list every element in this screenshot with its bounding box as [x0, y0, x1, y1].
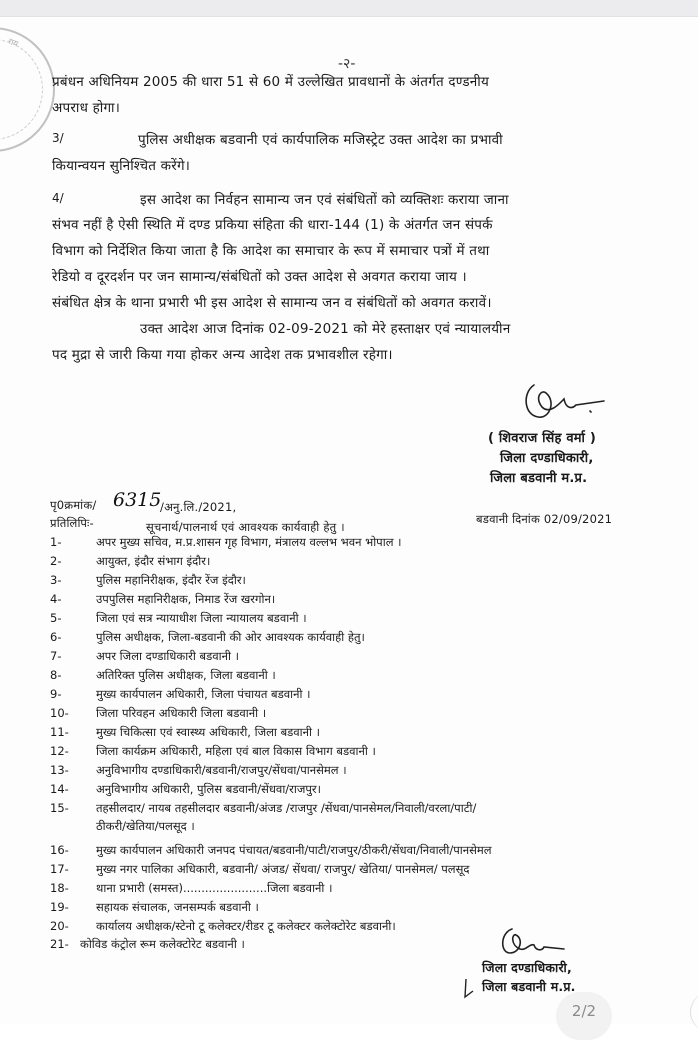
list-item-number: 2-	[50, 554, 62, 568]
list-item-text: जिला एवं सत्र न्यायाधीश जिला न्यायालय बडवानी ।	[96, 611, 307, 625]
list-item-number: 18-	[50, 881, 69, 895]
list-item-number: 16-	[50, 843, 69, 857]
list-item-text: उपपुलिस महानिरीक्षक, निमाड रेंज खरगोन।	[96, 592, 276, 606]
list-item-text: जिला कार्यक्रम अधिकारी, महिला एवं बाल विकास विभाग बडवानी ।	[96, 744, 376, 758]
list-item-number: 10-	[50, 706, 69, 720]
list-item-number: 11-	[50, 725, 69, 739]
list-item-text: अपर जिला दण्डाधिकारी बडवानी ।	[96, 649, 239, 663]
signatory-designation: जिला दण्डाधिकारी,	[500, 451, 594, 466]
list-item-number: 1-	[50, 535, 62, 549]
list-item-text: कार्यालय अधीक्षक/स्टेनो टू कलेक्टर/रीडर टू कलेक्टर कलेक्टोरेट बडवानी।	[96, 919, 396, 933]
viewer-edge-handle	[690, 992, 698, 1032]
list-item-text: मुख्य कार्यपालन अधिकारी, जिला पंचायत बडवानी ।	[96, 687, 311, 701]
list-item-number: 9-	[50, 687, 62, 701]
list-item-number: 6-	[50, 630, 62, 644]
list-item-text: ठीकरी/खेतिया/पलसूद ।	[96, 819, 195, 833]
list-item-number: 4-	[50, 592, 62, 606]
copy-label: प्रतिलिपिः-	[50, 516, 94, 530]
list-item-number: 7-	[50, 649, 62, 663]
list-item-number: 20-	[50, 919, 69, 933]
list-item-text: अतिरिक्त पुलिस अधीक्षक, जिला बडवानी ।	[96, 668, 276, 682]
page-indicator-text: 2/2	[571, 1002, 597, 1020]
document-page	[0, 17, 698, 1024]
list-item-text: मुख्य चिकित्सा एवं स्वास्थ्य अधिकारी, जिला बडवानी ।	[96, 725, 321, 739]
list-item-number: 5-	[50, 611, 62, 625]
para-4-line-3: विभाग को निर्देशित किया जाता है कि आदेश का समाचार के रूप में समाचार पत्रों में तथा	[52, 243, 490, 259]
list-item-number: 15-	[50, 801, 69, 815]
signature-initials	[498, 923, 568, 963]
para-3-line-2: कियान्वयन सुनिश्चित करेंगे।	[52, 158, 191, 174]
seal-text: राय	[6, 36, 20, 49]
list-item-number: 13-	[50, 763, 69, 777]
list-item-text: पुलिस महानिरीक्षक, इंदौर रेंज इंदौर।	[96, 573, 246, 587]
list-item-text: मुख्य नगर पालिका अधिकारी, बडवानी/ अंजड/ सेंधवा/ राजपुर/ खेतिया/ पानसेमल/ पलसूद	[96, 862, 470, 876]
list-item-number: 14-	[50, 782, 69, 796]
para-3-line-1: पुलिस अधीक्षक बडवानी एवं कार्यपालिक मजिस्ट्रेट उक्त आदेश का प्रभावी	[138, 132, 503, 148]
para-5-line-2: पद मुद्रा से जारी किया गया होकर अन्य आदेश तक प्रभावशील रहेगा।	[52, 347, 393, 363]
para-continued-line-2: अपराध होगा।	[52, 100, 121, 116]
signature-handwritten	[520, 379, 610, 427]
list-item-text: तहसीलदार/ नायब तहसीलदार बडवानी/अंजड /राजपुर /सेंधवा/पानसेमल/निवाली/वरला/पाटी/	[96, 801, 477, 815]
page-indicator	[556, 992, 612, 1040]
list-item-text: अनुविभागीय अधिकारी, पुलिस बडवानी/सेंधवा/राजपुर।	[96, 782, 321, 796]
para-4-number: 4/	[52, 191, 64, 205]
handwritten-tick-mark	[462, 977, 476, 1001]
para-5-line-1: उक्त आदेश आज दिनांक 02-09-2021 को मेरे हस्ताक्षर एवं न्यायालयीन	[140, 321, 511, 337]
para-4-line-4: रेडियो व दूरदर्शन पर जन सामान्य/संबंधितों को उक्त आदेश से अवगत कराया जाय ।	[52, 269, 467, 285]
list-item-number: 12-	[50, 744, 69, 758]
para-4-line-1: इस आदेश का निर्वहन सामान्य जन एवं संबंधितों को व्यक्तिशः कराया जाना	[140, 192, 509, 208]
list-item-number: 3-	[50, 573, 62, 587]
para-4-line-5: संबंधित क्षेत्र के थाना प्रभारी भी इस आदेश से सामान्य जन व संबंधितों को अवगत करावें।	[52, 295, 492, 311]
list-item-number: 17-	[50, 862, 69, 876]
list-item-text: अपर मुख्य सचिव, म.प्र.शासन गृह विभाग, मंत्रालय वल्लभ भवन भोपाल ।	[96, 535, 402, 549]
signatory-name: ( शिवराज सिंह वर्मा )	[488, 431, 596, 446]
ref-suffix: /अनु.लि./2021,	[160, 500, 237, 514]
list-item-number: 21-	[50, 937, 69, 951]
list-item-text: कोविड कंट्रोल रूम कलेक्टोरेट बडवानी ।	[80, 937, 245, 951]
list-item-text: सहायक संचालक, जनसम्पर्क बडवानी ।	[96, 900, 259, 914]
list-item-number: 19-	[50, 900, 69, 914]
ref-prefix: पृ0क्रमांक/	[50, 498, 97, 512]
page-marker: -२-	[338, 56, 356, 72]
list-item-text: मुख्य कार्यपालन अधिकारी जनपद पंचायत/बडवानी/पाटी/राजपुर/ठीकरी/सेंधवा/निवाली/पानसेमल	[96, 843, 492, 857]
ref-number-handwritten: 6315	[113, 489, 162, 511]
list-item-text: थाना प्रभारी (समस्त).......................जिला बडवानी ।	[96, 881, 333, 895]
official-seal-stamp	[0, 27, 55, 152]
footer-signatory-designation: जिला दण्डाधिकारी,	[482, 960, 572, 975]
viewer-top-bar	[0, 0, 698, 17]
list-item-text: जिला परिवहन अधिकारी जिला बडवानी ।	[96, 706, 267, 720]
copy-purpose: सूचनार्थ/पालनार्थ एवं आवश्यक कार्यवाही हेतु ।	[146, 520, 345, 534]
para-continued-line-1: प्रबंधन अधिनियम 2005 की धारा 51 से 60 में उल्लेखित प्रावधानों के अंतर्गत दण्डनीय	[52, 74, 490, 90]
list-item-text: पुलिस अधीक्षक, जिला-बडवानी की ओर आवश्यक कार्यवाही हेतु।	[96, 630, 365, 644]
para-3-number: 3/	[52, 131, 64, 145]
signatory-district: जिला बडवानी म.प्र.	[490, 471, 588, 486]
list-item-text: आयुक्त, इंदौर संभाग इंदौर।	[96, 554, 211, 568]
list-item-text: अनुविभागीय दण्डाधिकारी/बडवानी/राजपुर/सेंधवा/पानसेमल ।	[96, 763, 347, 777]
para-4-line-2: संभव नहीं है ऐसी स्थिति में दण्ड प्रकिया संहिता की धारा-144 (1) के अंतर्गत जन संपर्क	[52, 217, 493, 233]
place-date: बडवानी दिनांक 02/09/2021	[476, 512, 613, 526]
footer-signatory-district: जिला बडवानी म.प्र.	[482, 979, 576, 994]
list-item-number: 8-	[50, 668, 62, 682]
